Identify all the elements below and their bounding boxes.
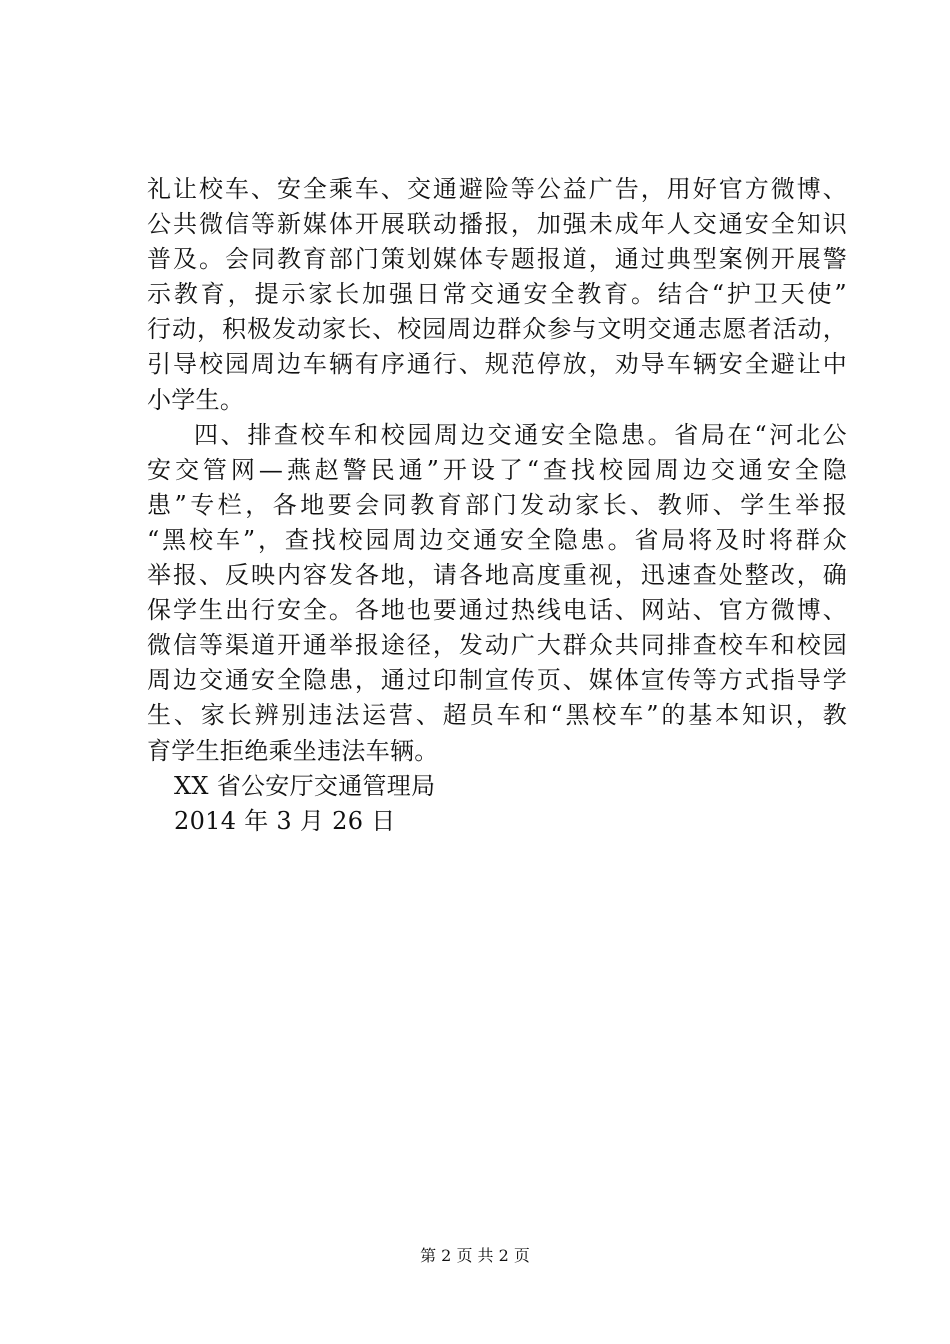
signature-org: XX 省公安厅交通管理局 bbox=[174, 771, 436, 800]
document-body bbox=[147, 172, 847, 839]
body-line: 公共微信等新媒体开展联动播报，加强未成年人交通安全知识 bbox=[147, 210, 847, 239]
body-line: 礼让校车、安全乘车、交通避险等公益广告，用好官方微博、 bbox=[147, 175, 847, 203]
body-line: 微信等渠道开通举报途径，发动广大群众共同排查校车和校园 bbox=[147, 631, 847, 660]
body-line: 举报、反映内容发各地，请各地高度重视，迅速查处整改，确 bbox=[147, 561, 847, 590]
body-line: 示教育，提示家长加强日常交通安全教育。结合“护卫天使” bbox=[147, 280, 847, 309]
body-line: 普及。会同教育部门策划媒体专题报道，通过典型案例开展警 bbox=[147, 245, 847, 274]
signature-date: 2014 年 3 月 26 日 bbox=[174, 806, 396, 835]
body-line: 行动，积极发动家长、校园周边群众参与文明交通志愿者活动， bbox=[147, 315, 847, 344]
page-footer: 第 2 页 共 2 页 bbox=[420, 1246, 530, 1265]
body-line: 保学生出行安全。各地也要通过热线电话、网站、官方微博、 bbox=[147, 596, 847, 625]
body-line: 安交管网—燕赵警民通”开设了“查找校园周边交通安全隐 bbox=[147, 455, 847, 484]
body-line: 引导校园周边车辆有序通行、规范停放，劝导车辆安全避让中 bbox=[147, 350, 847, 379]
body-line: 生、家长辨别违法运营、超员车和“黑校车”的基本知识，教 bbox=[147, 701, 847, 730]
body-line: 患”专栏，各地要会同教育部门发动家长、教师、学生举报 bbox=[147, 490, 847, 519]
body-line: 周边交通安全隐患，通过印制宣传页、媒体宣传等方式指导学 bbox=[147, 666, 847, 695]
body-line: “黑校车”，查找校园周边交通安全隐患。省局将及时将群众 bbox=[147, 525, 847, 554]
body-line: 小学生。 bbox=[147, 385, 245, 414]
body-line: 育学生拒绝乘坐违法车辆。 bbox=[147, 736, 439, 765]
section-heading-line: 四、排查校车和校园周边交通安全隐患。省局在“河北公 bbox=[194, 420, 847, 449]
